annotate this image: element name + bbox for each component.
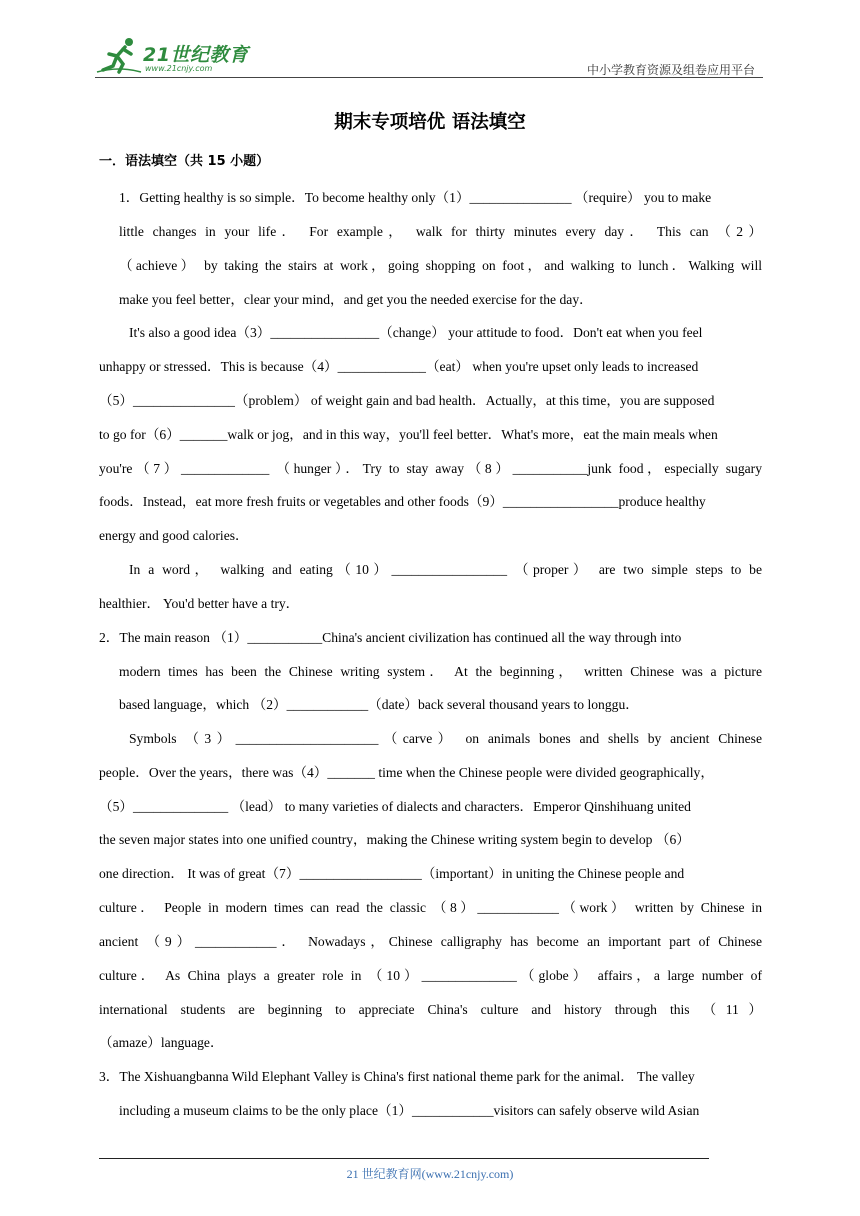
- text-line: culture． People in modern times can read the classic （8）____________（work） written by Chinese in: [99, 900, 762, 915]
- text-line: people．Over the years，there was（4）_______ time when the Chinese people were divided geographically，: [99, 765, 714, 780]
- page-header: [95, 36, 763, 80]
- text-line: Symbols （3）_____________________（carve） on animals bones and shells by ancient Chinese: [129, 731, 762, 746]
- runner-logo-icon: [95, 36, 143, 76]
- text-line: （amaze）language．: [99, 1035, 224, 1050]
- logo-text: 21世纪教育: [143, 44, 249, 66]
- platform-name: 中小学教育资源及组卷应用平台: [586, 63, 755, 77]
- text-line: （achieve） by taking the stairs at work，going shopping on foot，and walking to lunch．Walking will: [119, 258, 762, 273]
- text-line: based language，which （2）____________（date）back several thousand years to longgu．: [119, 697, 639, 712]
- header-divider: [95, 77, 763, 78]
- logo-url: www.21cnjy.com: [145, 64, 213, 73]
- text-line: In a word， walking and eating（10）_________________ （proper） are two simple steps to be: [129, 562, 762, 577]
- text-line: 1．Getting healthy is so simple．To become healthy only（1）_______________ （require） you to make: [119, 190, 712, 205]
- footer-divider: [99, 1158, 709, 1159]
- text-line: unhappy or stressed．This is because（4）_____________（eat） when you're upset only leads to increased: [99, 359, 699, 374]
- text-line: （5）_______________（problem） of weight gain and bad health．Actually，at this time，you are supposed: [99, 393, 715, 408]
- text-line: healthier． You'd better have a try．: [99, 596, 300, 611]
- text-line: little changes in your life． For example， walk for thirty minutes every day． This can （2）: [119, 224, 762, 239]
- text-line: culture． As China plays a greater role in （10）______________（globe） affairs，a large number of: [99, 968, 762, 983]
- text-line: 2．The main reason （1）___________China's ancient civilization has continued all the way through into: [99, 630, 682, 645]
- text-line: foods．Instead，eat more fresh fruits or vegetables and other foods（9）_________________produce healthy: [99, 494, 706, 509]
- site-logo: [95, 36, 265, 76]
- text-line: including a museum claims to be the only place（1）____________visitors can safely observe wild Asian: [119, 1103, 700, 1118]
- text-line: 3．The Xishuangbanna Wild Elephant Valley is China's first national theme park for the animal． The valley: [99, 1069, 695, 1084]
- page-title: 期末专项培优 语法填空: [334, 112, 526, 133]
- section-heading: 一．语法填空（共 15 小题）: [99, 154, 270, 169]
- text-line: international students are beginning to appreciate China's culture and history through this （11）: [99, 1002, 762, 1017]
- text-line: one direction． It was of great（7）__________________（important）in uniting the Chinese people and: [99, 866, 685, 881]
- text-line: modern times has been the Chinese writing system． At the beginning， written Chinese was a picture: [119, 664, 762, 679]
- text-line: you're（7）_____________ （hunger）．Try to stay away（8）___________junk food，especially sugary: [99, 461, 762, 476]
- text-line: （5）______________ （lead） to many varieties of dialects and characters．Emperor Qinshihuang united: [99, 799, 691, 814]
- text-line: to go for（6）_______walk or jog，and in this way，you'll feel better．What's more，eat the main meals when: [99, 427, 718, 442]
- text-line: energy and good calories．: [99, 528, 249, 543]
- text-line: ancient （9）____________． Nowadays，Chinese calligraphy has become an important part of Chinese: [99, 934, 762, 949]
- text-line: make you feel better，clear your mind，and get you the needed exercise for the day．: [119, 292, 593, 307]
- page-footer: 21 世纪教育网(www.21cnjy.com): [346, 1167, 514, 1181]
- text-line: It's also a good idea（3）________________（change） your attitude to food．Don't eat when you feel: [129, 325, 703, 340]
- text-line: the seven major states into one unified country，making the Chinese writing system begin to develop （6）: [99, 832, 690, 847]
